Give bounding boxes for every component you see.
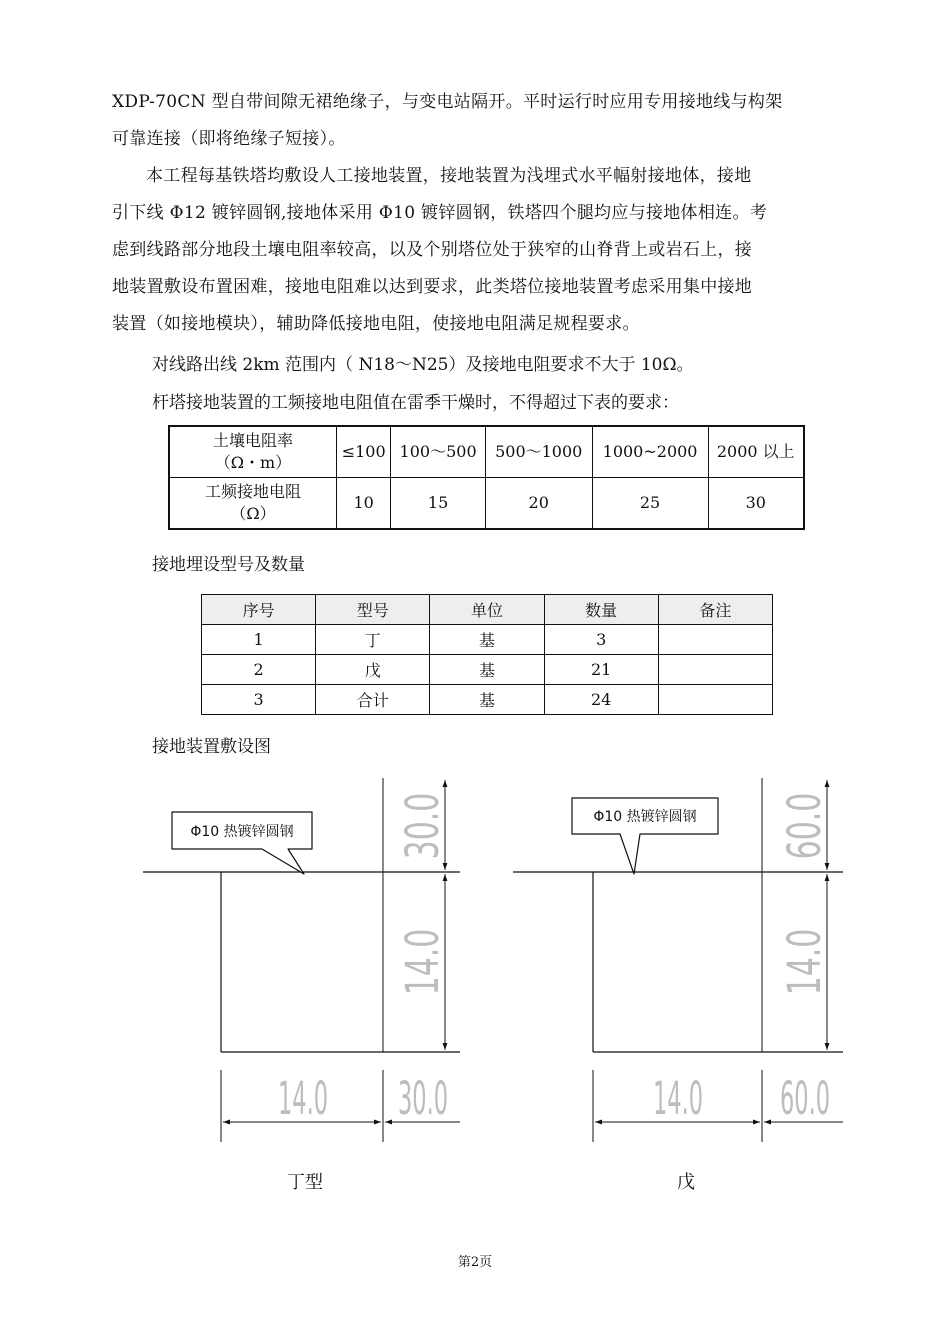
table-row xyxy=(169,426,804,478)
table-cell: 30 xyxy=(708,478,804,530)
table-cell xyxy=(658,655,772,685)
resistance-table xyxy=(168,425,805,530)
quantity-table xyxy=(201,594,773,715)
paragraph-2 xyxy=(112,158,857,343)
cell-text: 工频接地电阻 xyxy=(204,482,301,501)
text-line: 本工程每基铁塔均敷设人工接地装置，接地装置为浅埋式水平幅射接地体，接地 xyxy=(146,166,752,186)
table-cell: 1 xyxy=(202,625,316,655)
callout-label: Φ10 热镀锌圆钢 xyxy=(190,824,294,840)
text-line: 装置（如接地模块），辅助降低接地电阻，使接地电阻满足规程要求。 xyxy=(112,314,640,334)
table-row-header xyxy=(169,426,337,478)
dim-bottom-left-label: 14.0 xyxy=(277,1073,329,1126)
dim-top-label: 60.0 xyxy=(779,792,832,860)
table-row-header xyxy=(169,478,337,530)
dim-bottom-right-label: 60.0 xyxy=(779,1073,831,1126)
table-row xyxy=(202,625,773,655)
table-cell: 2000 以上 xyxy=(708,426,804,478)
table-cell: ≤100 xyxy=(337,426,391,478)
table-row xyxy=(202,685,773,715)
table-header-cell: 型号 xyxy=(316,595,430,625)
caption-ding: 丁型 xyxy=(287,1172,323,1193)
table-cell: 2 xyxy=(202,655,316,685)
table-cell: 10 xyxy=(337,478,391,530)
table-cell: 基 xyxy=(430,685,544,715)
cell-text: （Ω） xyxy=(230,504,276,523)
table-row xyxy=(169,478,804,530)
dim-bottom-right-label: 30.0 xyxy=(397,1073,449,1126)
drawing-wu xyxy=(513,778,843,1142)
table-cell: 500～1000 xyxy=(485,426,592,478)
table-cell: 24 xyxy=(544,685,658,715)
paragraph-1 xyxy=(112,84,857,158)
caption-wu: 戊 xyxy=(677,1172,695,1193)
table-cell: 3 xyxy=(202,685,316,715)
text-line: 可靠连接（即将绝缘子短接）。 xyxy=(112,129,346,149)
table-cell: 戊 xyxy=(316,655,430,685)
paragraph-4: 杆塔接地装置的工频接地电阻值在雷季干燥时，不得超过下表的要求： xyxy=(152,393,679,413)
drawing-ding xyxy=(143,778,460,1142)
callout-label: Φ10 热镀锌圆钢 xyxy=(593,809,697,825)
table-cell: 合计 xyxy=(316,685,430,715)
table-header-cell: 数量 xyxy=(544,595,658,625)
dim-top-label: 30.0 xyxy=(397,792,450,860)
callout-box xyxy=(172,812,312,874)
qty-table-title: 接地埋设型号及数量 xyxy=(152,555,305,575)
table-header-cell: 备注 xyxy=(658,595,772,625)
table-cell: 20 xyxy=(485,478,592,530)
cell-text: （Ω・m） xyxy=(214,453,292,472)
page-number: 第2页 xyxy=(457,1255,493,1270)
table-header-cell: 单位 xyxy=(430,595,544,625)
dim-bottom-left-label: 14.0 xyxy=(652,1073,704,1126)
table-cell: 丁 xyxy=(316,625,430,655)
table-cell: 1000~2000 xyxy=(592,426,708,478)
dim-right-label: 14.0 xyxy=(779,928,832,996)
table-cell: 15 xyxy=(391,478,485,530)
table-header-row xyxy=(202,595,773,625)
table-cell xyxy=(658,625,772,655)
table-cell: 基 xyxy=(430,655,544,685)
table-cell: 100～500 xyxy=(391,426,485,478)
text-line: XDP-70CN 型自带间隙无裙绝缘子，与变电站隔开。平时运行时应用专用接地线与构架 xyxy=(112,92,783,112)
cell-text: 土壤电阻率 xyxy=(212,431,293,450)
table-cell: 25 xyxy=(592,478,708,530)
table-row xyxy=(202,655,773,685)
table-header-cell: 序号 xyxy=(202,595,316,625)
paragraph-3: 对线路出线 2km 范围内（ N18～N25）及接地电阻要求不大于 10Ω。 xyxy=(152,355,694,375)
table-cell: 3 xyxy=(544,625,658,655)
text-line: 地装置敷设布置困难，接地电阻难以达到要求，此类塔位接地装置考虑采用集中接地 xyxy=(112,277,753,297)
grounding-drawing xyxy=(0,770,950,1170)
drawing-title: 接地装置敷设图 xyxy=(152,737,271,757)
table-cell: 21 xyxy=(544,655,658,685)
text-line: 虑到线路部分地段土壤电阻率较高，以及个别塔位处于狭窄的山脊背上或岩石上，接 xyxy=(112,240,753,260)
text-line: 引下线 Φ12 镀锌圆钢,接地体采用 Φ10 镀锌圆钢，铁塔四个腿均应与接地体相连。考 xyxy=(112,203,768,223)
dim-right-label: 14.0 xyxy=(397,928,450,996)
table-cell xyxy=(658,685,772,715)
table-cell: 基 xyxy=(430,625,544,655)
